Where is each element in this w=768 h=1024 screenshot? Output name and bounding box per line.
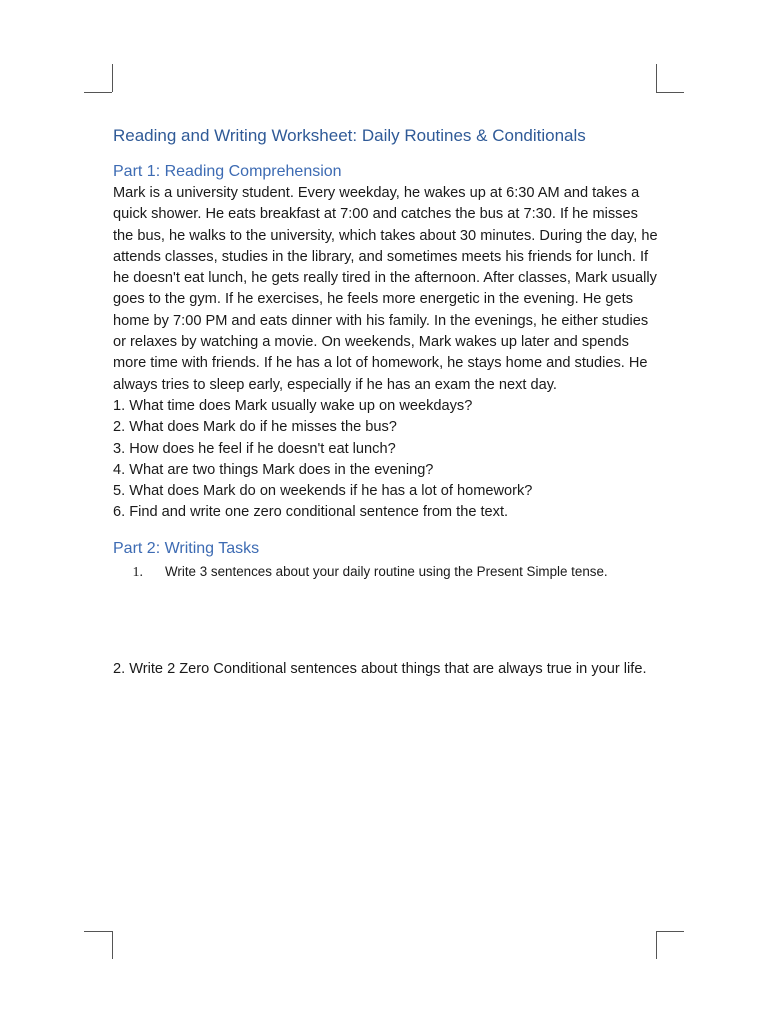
question-item: 6. Find and write one zero conditional sentence from the text. xyxy=(113,504,509,521)
task-1-number: 1. xyxy=(132,564,143,580)
crop-mark-top-left xyxy=(84,64,113,93)
crop-mark-bottom-right xyxy=(656,931,685,960)
question-item: 3. How does he feel if he doesn't eat lunch? xyxy=(113,440,396,457)
part1-section xyxy=(113,161,658,524)
part1-heading: Part 1: Reading Comprehension xyxy=(113,163,342,180)
question-item: 4. What are two things Mark does in the evening? xyxy=(113,461,434,478)
writing-task-2: 2. Write 2 Zero Conditional sentences about things that are always true in your life. xyxy=(113,660,647,677)
crop-mark-bottom-left xyxy=(84,931,113,960)
question-list xyxy=(113,396,658,524)
worksheet-title: Reading and Writing Worksheet: Daily Routines & Conditionals xyxy=(113,126,586,145)
crop-mark-top-right xyxy=(656,64,685,93)
part2-section xyxy=(113,538,658,680)
reading-passage: Mark is a university student. Every weekday, he wakes up at 6:30 AM and takes a quick shower. He eats breakfast at 7:00 and catches the bus at 7:30. If he misses the bus, he walks to the university, which takes about 30 minutes. During the day, he attends classes, studies in the library, and sometimes meets his friends for lunch. If he doesn't eat lunch, he gets really tired in the afternoon. After classes, Mark usually goes to the gym. If he exercises, he feels more energetic in the evening. He gets home by 7:00 PM and eats dinner with his family. In the evenings, he either studies or relaxes by watching a movie. On weekends, Mark wakes up later and spends more time with friends. If he has a lot of homework, he stays home and studies. He always tries to sleep early, especially if he has an exam the next day. xyxy=(113,185,658,393)
question-item: 2. What does Mark do if he misses the bus? xyxy=(113,419,397,436)
document-body xyxy=(113,124,658,694)
part2-heading: Part 2: Writing Tasks xyxy=(113,539,260,557)
task-1-text: Write 3 sentences about your daily routine using the Present Simple tense. xyxy=(165,563,608,579)
writing-task-1 xyxy=(113,563,658,582)
question-item: 5. What does Mark do on weekends if he has a lot of homework? xyxy=(113,483,533,500)
question-item: 1. What time does Mark usually wake up on weekdays? xyxy=(113,397,473,414)
